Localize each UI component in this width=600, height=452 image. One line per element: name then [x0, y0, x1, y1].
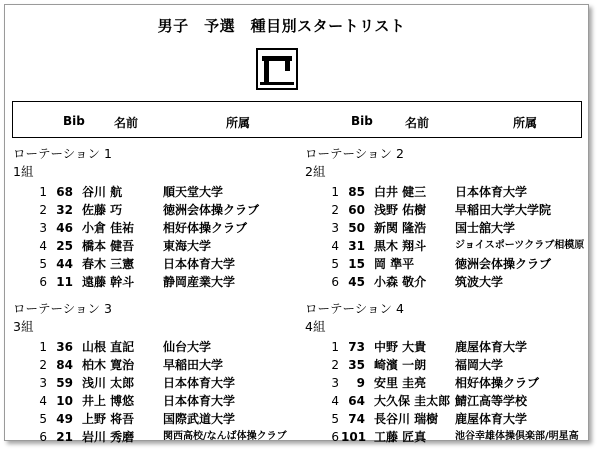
athlete-name: 上野 将吾	[82, 412, 135, 426]
order: 1	[331, 185, 339, 199]
group-label: 1組	[13, 164, 34, 179]
column-header-bar	[12, 101, 582, 138]
bib: 60	[348, 203, 365, 217]
athlete-name: 岡 準平	[374, 257, 415, 271]
bib: 101	[341, 430, 367, 444]
group-label: 4組	[305, 319, 326, 334]
club: 日本体育大学	[163, 257, 236, 271]
club: 相好体操クラブ	[455, 376, 540, 390]
rotation-4	[305, 301, 595, 446]
club: 日本体育大学	[455, 185, 528, 199]
athlete-row	[305, 392, 595, 410]
bib: 32	[56, 203, 73, 217]
bib: 36	[56, 340, 73, 354]
athlete-row	[305, 356, 595, 374]
order: 6	[39, 430, 47, 444]
rotation-title: ローテーション 1	[13, 146, 112, 161]
order: 5	[331, 257, 339, 271]
athlete-name: 谷川 航	[82, 185, 123, 199]
bib: 59	[56, 376, 73, 390]
athlete-row	[13, 374, 303, 392]
order: 5	[39, 257, 47, 271]
athlete-row	[305, 201, 595, 219]
athlete-row	[305, 428, 595, 446]
club: 仙台大学	[163, 340, 212, 354]
club: 早稲田大学	[163, 358, 224, 372]
club: 筑波大学	[455, 275, 504, 289]
rotation-1	[13, 146, 303, 291]
athlete-name: 岩川 秀磨	[82, 430, 135, 444]
athlete-row	[13, 338, 303, 356]
bib: 64	[348, 394, 365, 408]
athlete-name: 安里 圭亮	[374, 376, 427, 390]
athlete-row	[305, 183, 595, 201]
order: 6	[331, 275, 339, 289]
bib: 15	[348, 257, 365, 271]
athlete-name: 佐藤 巧	[82, 203, 123, 217]
club: 福岡大学	[455, 358, 504, 372]
order: 2	[331, 358, 339, 372]
athlete-row	[305, 410, 595, 428]
athlete-name: 小森 敬介	[374, 275, 427, 289]
order: 4	[39, 239, 47, 253]
order: 3	[331, 376, 339, 390]
bib: 35	[348, 358, 365, 372]
order: 3	[39, 221, 47, 235]
bib: 74	[348, 412, 365, 426]
club: 日本体育大学	[163, 394, 236, 408]
group-label: 3組	[13, 319, 34, 334]
club: 国際武道大学	[163, 412, 236, 426]
order: 6	[39, 275, 47, 289]
athlete-row	[13, 410, 303, 428]
rotation-title: ローテーション 2	[305, 146, 404, 161]
order: 3	[39, 376, 47, 390]
club: 相好体操クラブ	[163, 221, 248, 235]
athlete-row	[305, 237, 595, 255]
athlete-name: 長谷川 瑞樹	[374, 412, 439, 426]
order: 3	[331, 221, 339, 235]
athlete-row	[13, 183, 303, 201]
rotation-title: ローテーション 3	[13, 301, 112, 316]
bib: 21	[56, 430, 73, 444]
club: 鹿屋体育大学	[455, 412, 528, 426]
athlete-name: 中野 大貴	[374, 340, 427, 354]
bib: 50	[348, 221, 365, 235]
club: 池谷幸雄体操倶楽部/明星高	[455, 431, 579, 442]
club: 国士舘大学	[455, 221, 516, 235]
athlete-row	[305, 219, 595, 237]
bib: 31	[348, 239, 365, 253]
athlete-name: 大久保 圭太郎	[374, 394, 451, 408]
club: 日本体育大学	[163, 376, 236, 390]
athlete-name: 春木 三憲	[82, 257, 135, 271]
club: 静岡産業大学	[163, 275, 236, 289]
order: 4	[331, 239, 339, 253]
athlete-row	[13, 255, 303, 273]
order: 4	[39, 394, 47, 408]
group-label: 2組	[305, 164, 326, 179]
header-name-left: 名前	[114, 116, 139, 130]
bib: 49	[56, 412, 73, 426]
club: 徳洲会体操クラブ	[163, 203, 260, 217]
order: 1	[39, 185, 47, 199]
athlete-name: 浅川 太郎	[82, 376, 135, 390]
athlete-name: 柏木 寛治	[82, 358, 135, 372]
header-club-left: 所属	[226, 116, 251, 130]
order: 1	[331, 340, 339, 354]
athlete-name: 井上 博悠	[82, 394, 135, 408]
athlete-row	[13, 219, 303, 237]
athlete-name: 小倉 佳祐	[82, 221, 135, 235]
club: 東海大学	[163, 239, 212, 253]
bib: 45	[348, 275, 365, 289]
club: 鯖江高等学校	[455, 394, 528, 408]
start-list-sheet	[4, 4, 589, 444]
club: 順天堂大学	[163, 185, 224, 199]
bib: 73	[348, 340, 365, 354]
bib: 25	[56, 239, 73, 253]
header-club-right: 所属	[513, 116, 538, 130]
bib: 9	[356, 376, 365, 390]
header-bib-left: Bib	[63, 114, 85, 128]
header-bib-right: Bib	[351, 114, 373, 128]
athlete-row	[305, 338, 595, 356]
club: 徳洲会体操クラブ	[455, 257, 552, 271]
rotation-title: ローテーション 4	[305, 301, 404, 316]
athlete-row	[13, 428, 303, 446]
bib: 11	[56, 275, 73, 289]
order: 6	[331, 430, 339, 444]
athlete-name: 遠藤 幹斗	[82, 275, 135, 289]
athlete-name: 新関 隆浩	[374, 221, 427, 235]
athlete-name: 白井 健三	[374, 185, 427, 199]
order: 5	[39, 412, 47, 426]
athlete-name: 橋本 健吾	[82, 239, 135, 253]
athlete-row	[13, 237, 303, 255]
order: 2	[331, 203, 339, 217]
order: 5	[331, 412, 339, 426]
bib: 85	[348, 185, 365, 199]
order: 1	[39, 340, 47, 354]
athlete-row	[305, 273, 595, 291]
bib: 46	[56, 221, 73, 235]
athlete-name: 黒木 翔斗	[374, 239, 427, 253]
club: 関西高校/なんば体操クラブ	[163, 431, 287, 442]
order: 2	[39, 358, 47, 372]
club: ジョイスポーツクラブ相模原	[455, 240, 585, 251]
athlete-row	[13, 356, 303, 374]
athlete-row	[305, 374, 595, 392]
order: 4	[331, 394, 339, 408]
athlete-row	[13, 392, 303, 410]
athlete-name: 山根 直記	[82, 340, 135, 354]
athlete-name: 崎濱 一朗	[374, 358, 427, 372]
rotation-2	[305, 146, 595, 291]
horizontal-bar-icon	[256, 48, 298, 90]
athlete-row	[13, 273, 303, 291]
header-name-right: 名前	[405, 116, 430, 130]
bib: 44	[56, 257, 73, 271]
bib: 68	[56, 185, 73, 199]
athlete-row	[305, 255, 595, 273]
athlete-row	[13, 201, 303, 219]
athlete-name: 浅野 佑樹	[374, 203, 427, 217]
order: 2	[39, 203, 47, 217]
bib: 10	[56, 394, 73, 408]
bib: 84	[56, 358, 73, 372]
athlete-name: 工藤 匠真	[374, 430, 427, 444]
rotation-3	[13, 301, 303, 446]
club: 鹿屋体育大学	[455, 340, 528, 354]
club: 早稲田大学大学院	[455, 203, 552, 217]
page-title: 男子 予選 種目別スタートリスト	[157, 17, 406, 35]
